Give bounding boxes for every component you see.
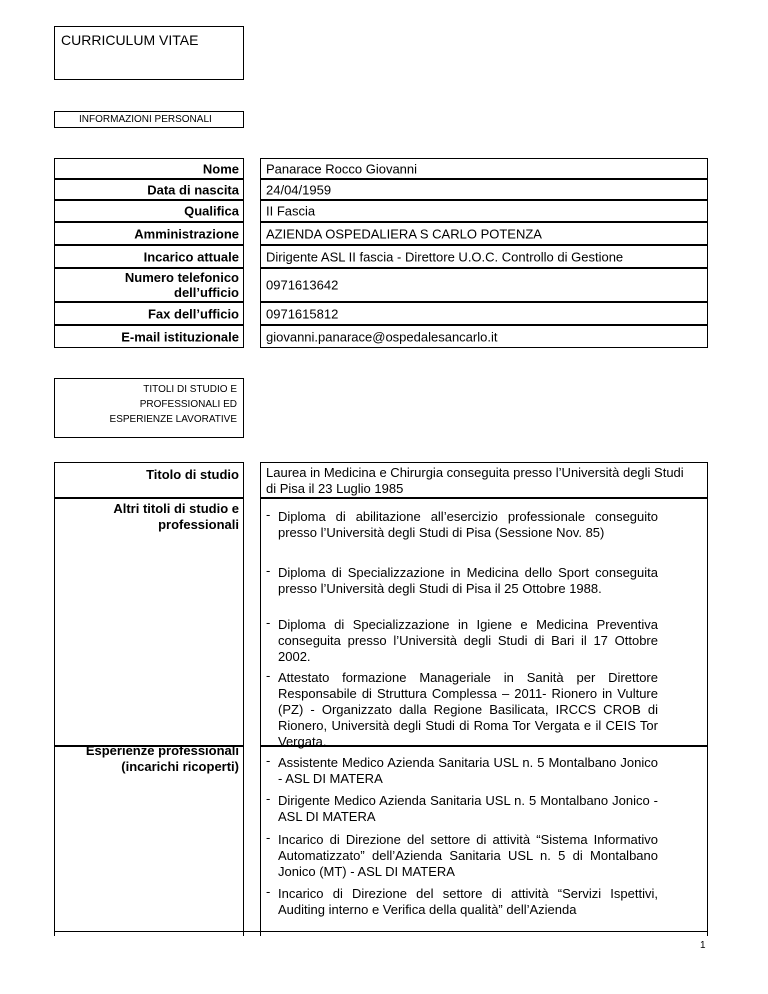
cv-title: CURRICULUM VITAE [61, 32, 199, 48]
label-titolo-studio: Titolo di studio [54, 462, 244, 498]
altri-titoli-item-4: Attestato formazione Manageriale in Sanità per Direttore Responsabile di Struttura Complessa – 2011- Rionero in Vulture (PZ) - Organizzato dalla Regione Basilicata, IRCCS CROB di Rionero, Università degli Studi di Roma Tor Vergata e il CEIS Tor Vergata. [278, 670, 658, 749]
value-fax: 0971615812 [260, 302, 708, 325]
value-qualifica: II Fascia [260, 200, 708, 222]
label-nome: Nome [54, 158, 244, 179]
bullet-dash: - [266, 884, 271, 899]
cv-title-box [54, 26, 244, 80]
altri-titoli-item-1: Diploma di abilitazione all’esercizio professionale conseguito presso l’Università degli Studi di Pisa (Sessione Nov. 85) [278, 509, 658, 540]
studies-section-line-3: ESPERIENZE LAVORATIVE [109, 414, 237, 425]
label-altri-titoli-box [54, 498, 244, 746]
label-qualifica: Qualifica [54, 200, 244, 222]
value-amministrazione: AZIENDA OSPEDALIERA S CARLO POTENZA [260, 222, 708, 245]
label-fax: Fax dell’ufficio [54, 302, 244, 325]
label-telefono: Numero telefonico dell’ufficio [54, 268, 244, 302]
label-data-nascita: Data di nascita [54, 179, 244, 200]
esperienze-item-1: Assistente Medico Azienda Sanitaria USL n. 5 Montalbano Jonico - ASL DI MATERA [278, 755, 658, 786]
bullet-dash: - [266, 668, 271, 683]
label-esperienze: Esperienze professionali (incarichi ricoperti) [85, 743, 239, 774]
esperienze-item-4: Incarico di Direzione del settore di attività “Servizi Ispettivi, Auditing interno e Verifica della qualità” dell’Azienda [278, 886, 658, 917]
altri-titoli-item-3: Diploma di Specializzazione in Igiene e Medicina Preventiva conseguita presso l’Università degli Studi di Bari il 17 Ottobre 2002. [278, 617, 658, 664]
value-telefono: 0971613642 [260, 268, 708, 302]
bullet-dash: - [266, 753, 271, 768]
studies-section-line-2: PROFESSIONALI ED [139, 399, 237, 410]
value-titolo-studio-box [260, 462, 708, 498]
value-nome: Panarace Rocco Giovanni [260, 158, 708, 179]
footer-divider [54, 931, 708, 932]
label-incarico: Incarico attuale [54, 245, 244, 268]
studies-section-line-1: TITOLI DI STUDIO E [143, 384, 237, 395]
label-email: E-mail istituzionale [54, 325, 244, 348]
esperienze-item-2: Dirigente Medico Azienda Sanitaria USL n. 5 Montalbano Jonico - ASL DI MATERA [278, 793, 658, 824]
value-email: giovanni.panarace@ospedalesancarlo.it [260, 325, 708, 348]
value-data-nascita: 24/04/1959 [260, 179, 708, 200]
bullet-dash: - [266, 615, 271, 630]
bullet-dash: - [266, 563, 271, 578]
esperienze-item-3: Incarico di Direzione del settore di attività “Sistema Informativo Automatizzato” dell’Azienda Sanitaria USL n. 5 di Montalbano Jonico (MT) - ASL DI MATERA [278, 832, 658, 879]
label-esperienze-box [54, 743, 244, 936]
bullet-dash: - [266, 830, 271, 845]
label-altri-titoli: Altri titoli di studio e professionali [113, 501, 239, 532]
studies-section-header [54, 378, 244, 438]
altri-titoli-item-2: Diploma di Specializzazione in Medicina dello Sport conseguita presso l’Università degli Studi di Pisa il 25 Ottobre 1988. [278, 565, 658, 596]
bullet-dash: - [266, 791, 271, 806]
personal-section-header [54, 111, 244, 128]
personal-section-title: INFORMAZIONI PERSONALI [79, 114, 212, 125]
page-number: 1 [700, 940, 706, 951]
value-titolo-studio: Laurea in Medicina e Chirurgia conseguita presso l’Università degli Studi di Pisa il 23 Luglio 1985 [266, 465, 684, 496]
bullet-dash: - [266, 507, 271, 522]
label-amministrazione: Amministrazione [54, 222, 244, 245]
value-incarico: Dirigente ASL II fascia - Direttore U.O.C. Controllo di Gestione [260, 245, 708, 268]
